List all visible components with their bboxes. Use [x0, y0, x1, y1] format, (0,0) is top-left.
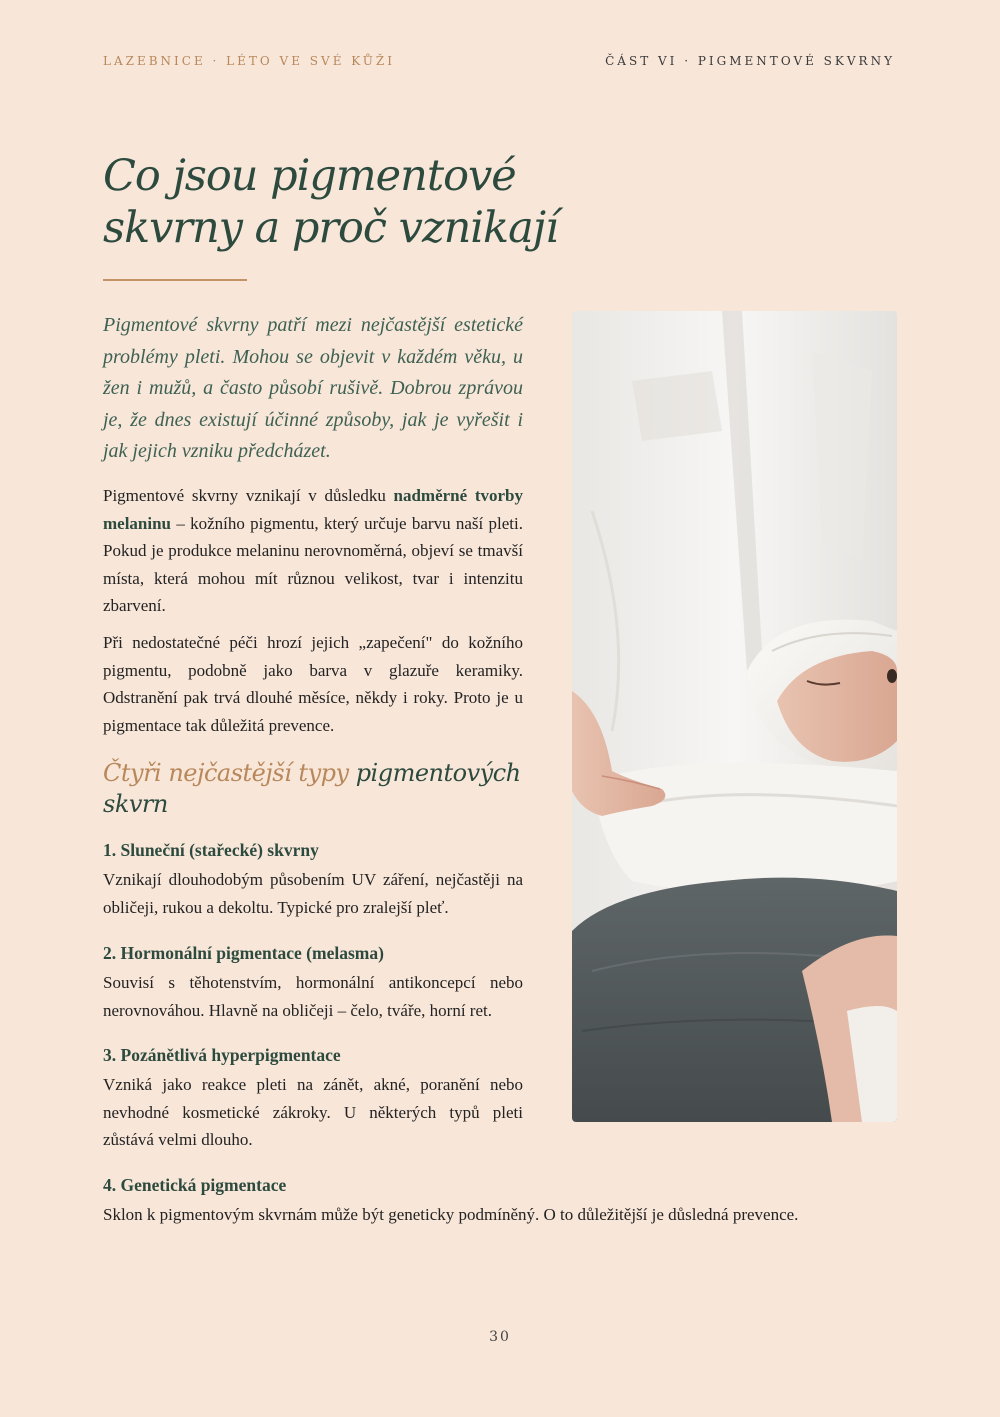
- body-paragraph-2: Při nedostatečné péči hrozí jejich „zapečení" do kožního pigmentu, podobně jako barva v glazuře keramiky. Odstranění pak trvá dlouhé měsíce, někdy i roky. Proto je u pigmentace tak důležitá prevence.: [103, 633, 523, 735]
- pigment-type-text: Sklon k pigmentovým skvrnám může být geneticky podmíněný. O to důležitější je důsledná prevence.: [103, 1205, 799, 1224]
- pigment-type-title: 1. Sluneční (stařecké) skvrny: [103, 840, 319, 860]
- pigment-type-text: Vznikají dlouhodobým působením UV záření, nejčastěji na obličeji, rukou a dekoltu. Typické pro zralejší pleť.: [103, 870, 523, 917]
- page-title-line-2: skvrny a proč vznikají: [103, 203, 558, 253]
- pigment-type-title: 3. Pozánětlivá hyperpigmentace: [103, 1045, 341, 1065]
- lead-paragraph: Pigmentové skvrny patří mezi nejčastější estetické problémy pleti. Mohou se objevit v každém věku, u žen i mužů, a často působí rušivě. Dobrou zprávou je, že dnes existují účinné způsoby, jak je vyřešit i jak jejich vzniku předcházet.: [103, 314, 523, 462]
- title-underline-divider: [103, 279, 247, 281]
- pigment-type-title: 4. Genetická pigmentace: [103, 1175, 287, 1195]
- pigment-type-item: [103, 838, 523, 921]
- facial-treatment-photo: [572, 311, 897, 1122]
- body-paragraph-1-emphasis: nadměrné tvorby melaninu: [103, 486, 523, 533]
- facial-treatment-illustration: [572, 311, 897, 1122]
- body-paragraph-1-start: Pigmentové skvrny vznikají v důsledku: [103, 486, 394, 505]
- pigment-type-text: Souvisí s těhotenstvím, hormonální antikoncepcí nebo nerovnováhou. Hlavně na obličeji – čelo, tváře, horní ret.: [103, 973, 523, 1020]
- body-paragraph-1-end: – kožního pigmentu, který určuje barvu naší pleti. Pokud je produkce melaninu nerovnoměrná, objeví se tmavší místa, která mohou mít různou velikost, tvar i intenzitu zbarvení.: [103, 513, 523, 615]
- header-section-title: ČÁST VI · PIGMENTOVÉ SKVRNY: [605, 54, 895, 68]
- pigment-type-item: [103, 941, 523, 1024]
- pigment-type-item: [103, 1043, 523, 1154]
- pigment-type-text: Vzniká jako reakce pleti na zánět, akné, poranění nebo nevhodné kosmetické zákroky. U některých typů pleti zůstává velmi dlouho.: [103, 1075, 523, 1149]
- running-header: [103, 54, 895, 68]
- pigment-type-title: 2. Hormonální pigmentace (melasma): [103, 943, 384, 963]
- page-title-line-1: Co jsou pigmentové: [103, 151, 516, 201]
- pigment-type-item: [103, 1173, 903, 1229]
- page-number: 30: [489, 1329, 511, 1345]
- header-publication-title: LAZEBNICE · LÉTO VE SVÉ KŮŽI: [103, 54, 395, 68]
- subheading-accent-part: Čtyři nejčastější typy: [103, 759, 349, 787]
- body-paragraph-1: [103, 482, 523, 620]
- page-title: [103, 150, 583, 254]
- subheading-dark-part: pigmentových skvrn: [103, 759, 521, 818]
- section-subheading: [103, 758, 523, 820]
